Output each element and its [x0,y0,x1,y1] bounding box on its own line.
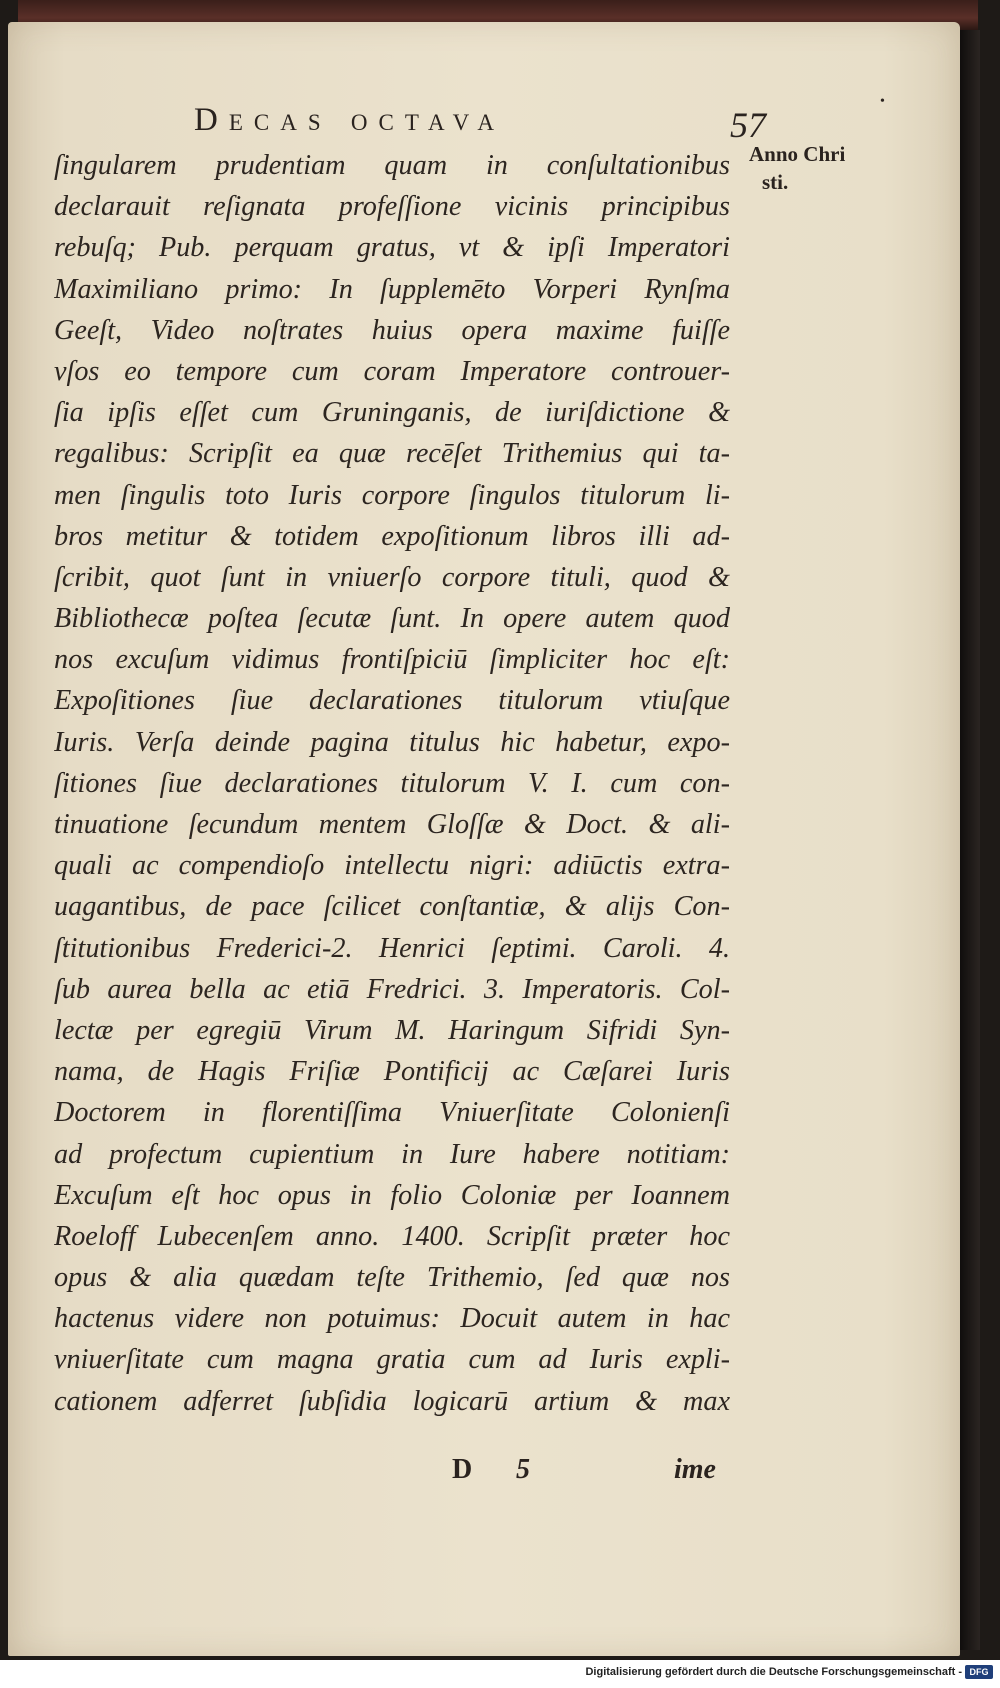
corner-mark: • [880,94,885,109]
digitization-footer [0,1660,1000,1688]
text-line: nos excuſum vidimus frontiſpiciū ſimpliciter hoc eſt: [54,644,730,676]
book-page [8,22,960,1656]
running-title: Decas octava [194,102,505,138]
signature-mark: D [452,1454,473,1485]
text-line: Iuris. Verſa deinde pagina titulus hic habetur, expo- [54,726,730,758]
text-line: vſos eo tempore cum coram Imperatore controuer- [54,355,730,387]
funding-credit: Digitalisierung gefördert durch die Deutsche Forschungsgemeinschaft - [585,1666,962,1678]
text-line: bros metitur & totidem expoſitionum libros illi ad- [54,520,730,552]
text-line: cationem adferret ſubſidia logicarū artium & max [54,1385,730,1417]
text-line: Doctorem in florentiſſima Vniuerſitate Colonienſi [54,1097,730,1129]
gutter-shadow [958,30,980,1650]
text-line: ſub aurea bella ac etiā Fredrici. 3. Imperatoris. Col- [54,973,730,1005]
text-line: quali ac compendioſo intellectu nigri: adiūctis extra- [54,850,730,882]
text-line: regalibus: Scripſit ea quæ recēſet Trithemius qui ta- [54,438,730,470]
text-line: Geeſt, Video noſtrates huius opera maxime fuiſſe [54,314,730,346]
text-line: Bibliothecæ poſtea ſecutæ ſunt. In opere autem quod [54,603,730,635]
text-line: ſitiones ſiue declarationes titulorum V. I. cum con- [54,767,730,799]
text-line: nama, de Hagis Friſiæ Pontificij ac Cæſarei Iuris [54,1056,730,1088]
text-line: hactenus videre non potuimus: Docuit autem in hac [54,1303,730,1335]
text-line: Excuſum eſt hoc opus in folio Coloniæ per Ioannem [54,1179,730,1211]
text-line: ſia ipſis eſſet cum Gruninganis, de iuriſdictione & [54,397,730,429]
margin-note-line: sti. [762,170,789,194]
text-line: rebuſq; Pub. perquam gratus, vt & ipſi Imperatori [54,232,730,264]
text-line: opus & alia quædam teſte Trithemio, ſed quæ nos [54,1262,730,1294]
text-line: vniuerſitate cum magna gratia cum ad Iuris expli- [54,1344,730,1376]
text-line: uagantibus, de pace ſcilicet conſtantiæ, & alijs Con- [54,891,730,923]
text-line: Expoſitiones ſiue declarationes titulorum vtiuſque [54,685,730,717]
signature-number: 5 [516,1454,530,1485]
text-line: men ſingulis toto Iuris corpore ſingulos titulorum li- [54,479,730,511]
page-header [8,90,968,145]
text-line: ad profectum cupientium in Iure habere notitiam: [54,1138,730,1170]
catchline [8,1454,968,1494]
text-line: Roeloff Lubecenſem anno. 1400. Scripſit præter hoc [54,1220,730,1252]
catchword: ime [674,1454,716,1485]
margin-note-line: Anno Chri [749,142,846,166]
text-line: lectæ per egregiū Virum M. Haringum Sifridi Syn- [54,1014,730,1046]
body-text [54,145,730,1422]
dfg-logo: DFG [965,1665,993,1679]
text-line: Maximiliano primo: In ſupplemēto Vorperi Rynſma [54,273,730,305]
text-line: tinuatione ſecundum mentem Gloſſæ & Doct. & ali- [54,809,730,840]
page-number: 57 [730,105,766,145]
margin-note [749,140,889,196]
text-line: ſtitutionibus Frederici-2. Henrici ſeptimi. Caroli. 4. [54,932,730,964]
text-line: declarauit reſignata profeſſione vicinis principibus [54,191,730,223]
text-line: ſingularem prudentiam quam in conſultationibus [54,150,730,181]
text-line: ſcribit, quot ſunt in vniuerſo corpore tituli, quod & [54,561,730,593]
